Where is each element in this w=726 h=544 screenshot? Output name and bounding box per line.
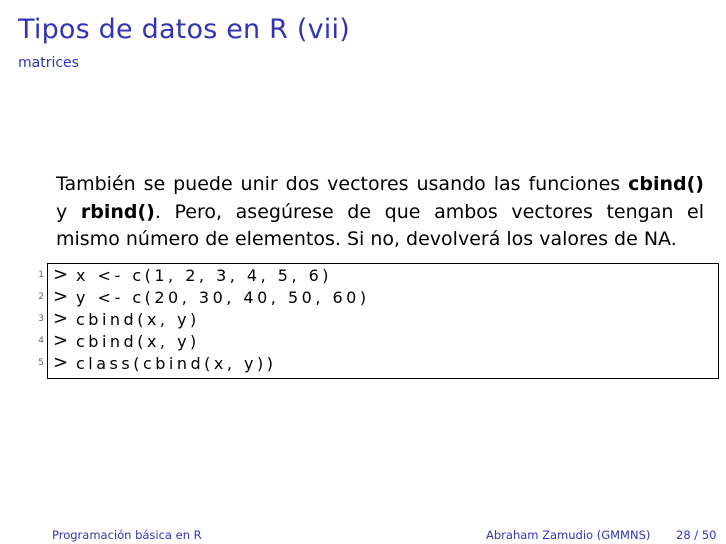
- prompt-symbol: >: [53, 352, 69, 373]
- line-number: 5: [38, 358, 44, 368]
- body-text-2: y: [56, 200, 81, 223]
- footer-author: Abraham Zamudio (GMMNS): [486, 528, 651, 542]
- code-block: [38, 263, 719, 379]
- line-number: 4: [38, 336, 44, 346]
- rbind-function: rbind(): [80, 200, 155, 223]
- line-number: 2: [38, 292, 44, 302]
- body-text-1: También se puede unir dos vectores usando las funciones: [56, 173, 629, 195]
- line-number: 1: [38, 270, 44, 280]
- code-line: [38, 352, 718, 374]
- body-paragraph: [56, 171, 704, 254]
- code-line: [38, 330, 718, 352]
- code-text: class(cbind(x, y)): [76, 354, 277, 373]
- prompt-symbol: >: [53, 330, 69, 351]
- body-text-3: . Pero, asegúrese de que ambos vectores tengan el mismo número de elementos. Si no, devolverá los valores de NA.: [56, 200, 704, 250]
- line-number: 3: [38, 314, 44, 324]
- prompt-symbol: >: [53, 286, 69, 307]
- footer-course: Programación básica en R: [52, 528, 202, 542]
- code-line: [38, 286, 718, 308]
- code-text: cbind(x, y): [76, 310, 200, 329]
- code-text: cbind(x, y): [76, 332, 200, 351]
- code-line: [38, 308, 718, 330]
- frame-subtitle: matrices: [18, 55, 79, 71]
- code-text: x <- c(1, 2, 3, 4, 5, 6): [76, 266, 333, 285]
- cbind-function: cbind(): [628, 173, 704, 195]
- footer-page-number: 28 / 50: [676, 528, 717, 542]
- code-line: [38, 264, 718, 286]
- code-text: y <- c(20, 30, 40, 50, 60): [76, 288, 370, 307]
- prompt-symbol: >: [53, 264, 69, 285]
- prompt-symbol: >: [53, 308, 69, 329]
- frame-title: Tipos de datos en R (vii): [18, 14, 350, 45]
